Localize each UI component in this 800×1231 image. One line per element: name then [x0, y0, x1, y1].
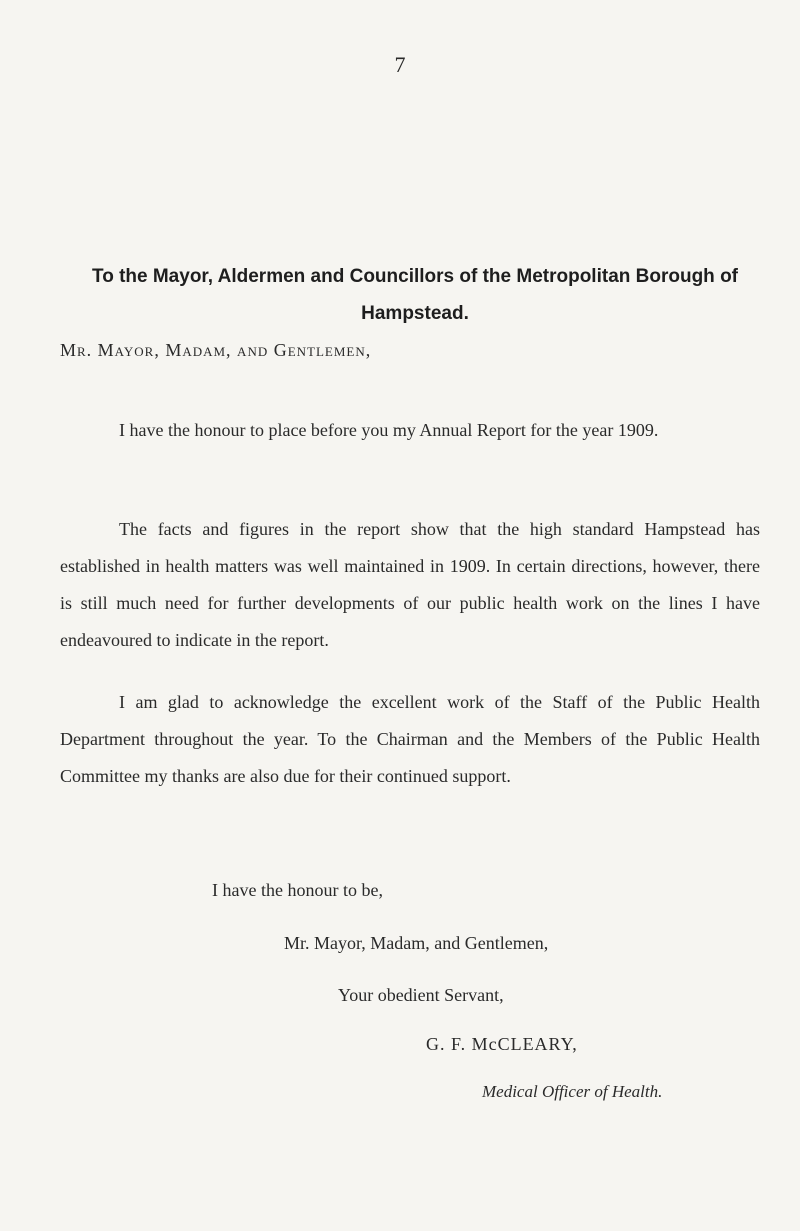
- signature: G. F. McCLEARY,: [426, 1034, 578, 1054]
- page-number: 7: [394, 52, 406, 77]
- closing-line-3: Your obedient Servant,: [338, 985, 504, 1005]
- closing-line-2: Mr. Mayor, Madam, and Gentlemen,: [284, 933, 549, 953]
- letter-heading: To the Mayor, Aldermen and Councillors of the Metropolitan Borough of Hampstead.: [92, 266, 738, 324]
- closing-line-1: I have the honour to be,: [212, 880, 383, 900]
- signatory-title: Medical Officer of Health.: [482, 1082, 663, 1101]
- paragraph-2: The facts and figures in the report show that the high standard Hampstead has established in health matters was well maintained in 1909. In certain directions, however, there is still much need for further developments of our public health work on the lines I have endeavoured to indicate in the report.: [60, 519, 760, 650]
- paragraph-1: I have the honour to place before you my Annual Report for the year 1909.: [119, 420, 659, 440]
- paragraph-3: I am glad to acknowledge the excellent work of the Staff of the Public Health Department throughout the year. To the Chairman and the Members of the Public Health Committee my thanks are also due for their continued support.: [60, 692, 760, 786]
- salutation: Mr. Mayor, Madam, and Gentlemen,: [60, 340, 372, 360]
